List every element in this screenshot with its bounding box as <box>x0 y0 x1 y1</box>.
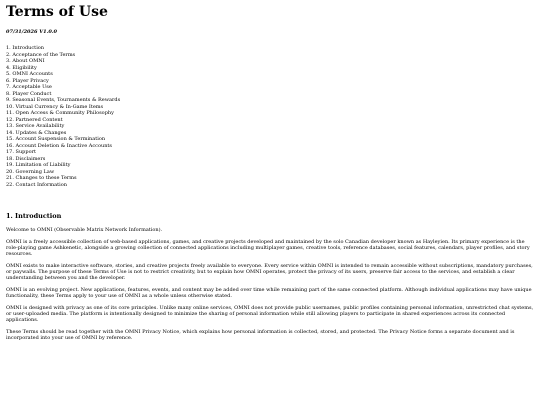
toc-item[interactable]: 11. Open Access & Community Philosophy <box>6 110 114 116</box>
intro-paragraph: OMNI is an evolving project. New applications, features, events, and content may be added over time while remaining part of the same connected platform. Although individual applications may have unique functionality, these Terms apply to your use of OMNI as a whole unless otherwise stated. <box>6 287 532 299</box>
toc-item[interactable]: 19. Limitation of Liability <box>6 162 71 168</box>
toc-item[interactable]: 5. OMNI Accounts <box>6 71 53 77</box>
toc-item[interactable]: 13. Service Availability <box>6 123 65 129</box>
intro-paragraph: OMNI exists to make interactive software, stories, and creative projects freely available to everyone. Every service within OMNI is intended to remain accessible without subscriptions, mandatory purchases, or paywalls. The purpose of these Terms of Use is not to restrict creativity, but to explain how OMNI operates, protect the privacy of its users, preserve fair access to the services, and establish a clear understanding between you and the developer. <box>6 263 533 281</box>
toc-item[interactable]: 8. Player Conduct <box>6 90 52 97</box>
version-label: 07/31/2026 V1.0.0 <box>6 29 58 35</box>
toc-item[interactable]: 1. Introduction <box>6 45 45 51</box>
intro-paragraph: OMNI is designed with privacy as one of its core principles. Unlike many online services, OMNI does not provide public usernames, public profiles containing personal information, unrestricted chat systems, or user-uploaded media. The platform is intentionally designed to minimize the sharing of personal information while still allowing players to participate in shared experiences across its connected applications. <box>6 305 534 323</box>
toc-item[interactable]: 10. Virtual Currency & In-Game Items <box>6 103 104 110</box>
toc-item[interactable]: 3. About OMNI <box>6 58 45 64</box>
intro-paragraph: Welcome to OMNI (Observable Matrix Network Information). <box>6 227 163 233</box>
section-heading-introduction: 1. Introduction <box>6 212 62 220</box>
toc-item[interactable]: 22. Contact Information <box>6 181 67 188</box>
toc-item[interactable]: 9. Seasonal Events, Tournaments & Rewards <box>6 97 121 103</box>
toc-item[interactable]: 7. Acceptable Use <box>6 84 52 90</box>
intro-paragraph: OMNI is a freely accessible collection of web-based applications, games, and creative projects developed and maintained by the solo Canadian developer known as Hayleyien. Its primary experience is the role-playing game Ashkenetic, alongside a growing collection of connected applications including multiplayer games, creative tools, reference databases, social features, calendars, player profiles, and story resources. <box>6 239 530 257</box>
toc-item[interactable]: 4. Eligibility <box>6 64 37 71</box>
toc-item[interactable]: 12. Partnered Content <box>6 116 63 123</box>
table-of-contents <box>6 45 534 188</box>
page-title: Terms of Use <box>6 4 108 20</box>
intro-paragraph: These Terms should be read together with the OMNI Privacy Notice, which explains how personal information is collected, stored, and protected. The Privacy Notice forms a separate document and is incorporated into your use of OMNI by reference. <box>6 329 515 341</box>
toc-item[interactable]: 2. Acceptance of the Terms <box>6 51 76 58</box>
toc-item[interactable]: 17. Support <box>6 149 36 155</box>
toc-item[interactable]: 14. Updates & Changes <box>6 129 67 136</box>
toc-item[interactable]: 15. Account Suspension & Termination <box>6 136 106 142</box>
toc-item[interactable]: 16. Account Deletion & Inactive Accounts <box>6 142 112 149</box>
toc-item[interactable]: 20. Governing Law <box>6 168 55 175</box>
toc-item[interactable]: 18. Disclaimers <box>6 155 46 162</box>
toc-item[interactable]: 6. Player Privacy <box>6 77 49 84</box>
toc-item[interactable]: 21. Changes to these Terms <box>6 175 77 181</box>
